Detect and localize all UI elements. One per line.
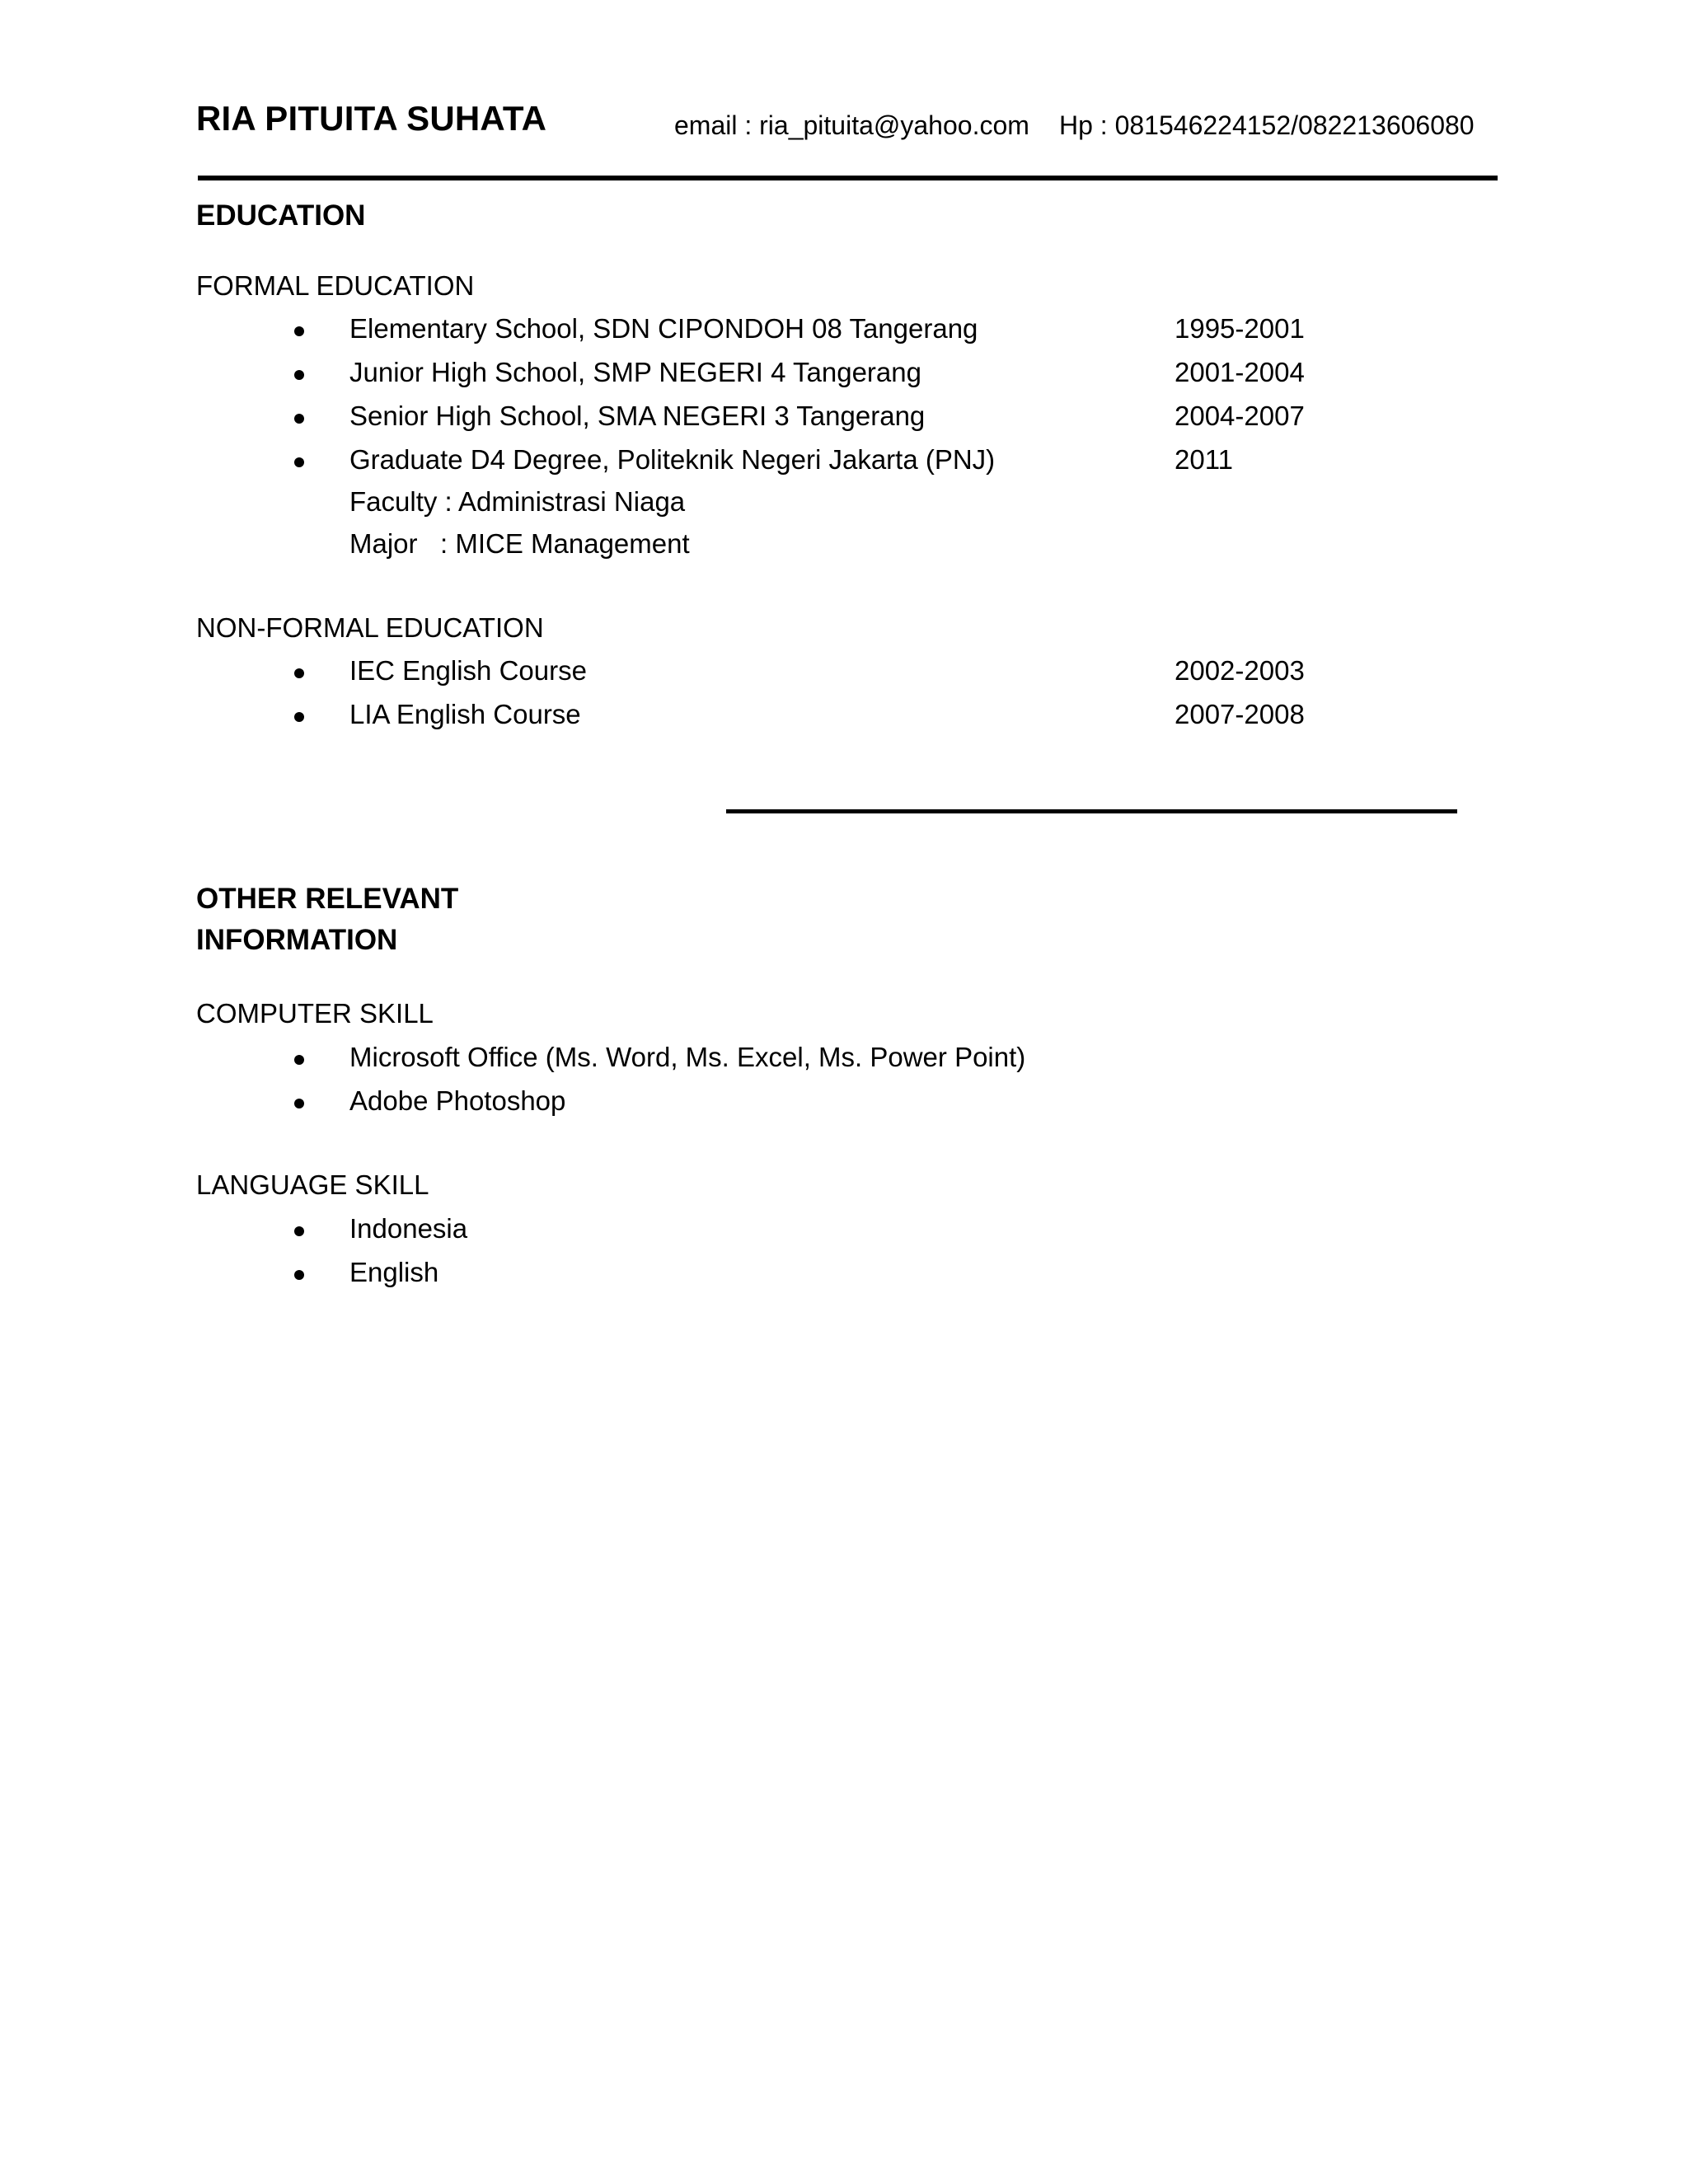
bullet-icon — [294, 1099, 304, 1108]
formal-education-years: 2011 — [1175, 444, 1233, 475]
bullet-icon — [294, 1226, 304, 1236]
subheading-computer-skill: COMPUTER SKILL — [196, 998, 434, 1029]
nonformal-education-years: 2007-2008 — [1175, 699, 1305, 729]
bullet-icon — [294, 712, 304, 722]
subheading-formal-education: FORMAL EDUCATION — [196, 270, 475, 301]
bullet-icon — [294, 326, 304, 336]
bullet-icon — [294, 1055, 304, 1065]
nonformal-education-item: LIA English Course — [349, 699, 581, 729]
computer-skill-item: Adobe Photoshop — [349, 1085, 566, 1116]
formal-education-item: Elementary School, SDN CIPONDOH 08 Tangerang — [349, 313, 978, 344]
bullet-icon — [294, 457, 304, 467]
subheading-language-skill: LANGUAGE SKILL — [196, 1169, 429, 1200]
major-line: Major : MICE Management — [349, 528, 690, 559]
computer-skill-item: Microsoft Office (Ms. Word, Ms. Excel, Ms. Power Point) — [349, 1042, 1026, 1072]
formal-education-item: Graduate D4 Degree, Politeknik Negeri Jakarta (PNJ) — [349, 444, 996, 475]
nonformal-education-years: 2002-2003 — [1175, 655, 1305, 686]
faculty-line: Faculty : Administrasi Niaga — [349, 486, 686, 517]
formal-education-item: Junior High School, SMP NEGERI 4 Tangerang — [349, 357, 921, 387]
resume-name: RIA PITUITA SUHATA — [196, 99, 547, 138]
language-skill-item: English — [349, 1257, 439, 1287]
formal-education-years: 1995-2001 — [1175, 313, 1305, 344]
subheading-nonformal-education: NON-FORMAL EDUCATION — [196, 612, 544, 643]
bullet-icon — [294, 414, 304, 424]
section-divider — [726, 809, 1457, 813]
language-skill-item: Indonesia — [349, 1213, 468, 1244]
contact-email: email : ria_pituita@yahoo.com — [674, 110, 1029, 140]
section-heading-education: EDUCATION — [196, 199, 366, 232]
contact-phone: Hp : 081546224152/082213606080 — [1059, 110, 1475, 140]
bullet-icon — [294, 370, 304, 380]
bullet-icon — [294, 668, 304, 678]
header-divider — [198, 176, 1498, 180]
section-heading-other-line1: OTHER RELEVANT — [196, 883, 459, 915]
formal-education-years: 2004-2007 — [1175, 401, 1305, 431]
formal-education-years: 2001-2004 — [1175, 357, 1305, 387]
nonformal-education-item: IEC English Course — [349, 655, 587, 686]
section-heading-other-line2: INFORMATION — [196, 924, 398, 956]
formal-education-item: Senior High School, SMA NEGERI 3 Tangerang — [349, 401, 926, 431]
bullet-icon — [294, 1270, 304, 1280]
